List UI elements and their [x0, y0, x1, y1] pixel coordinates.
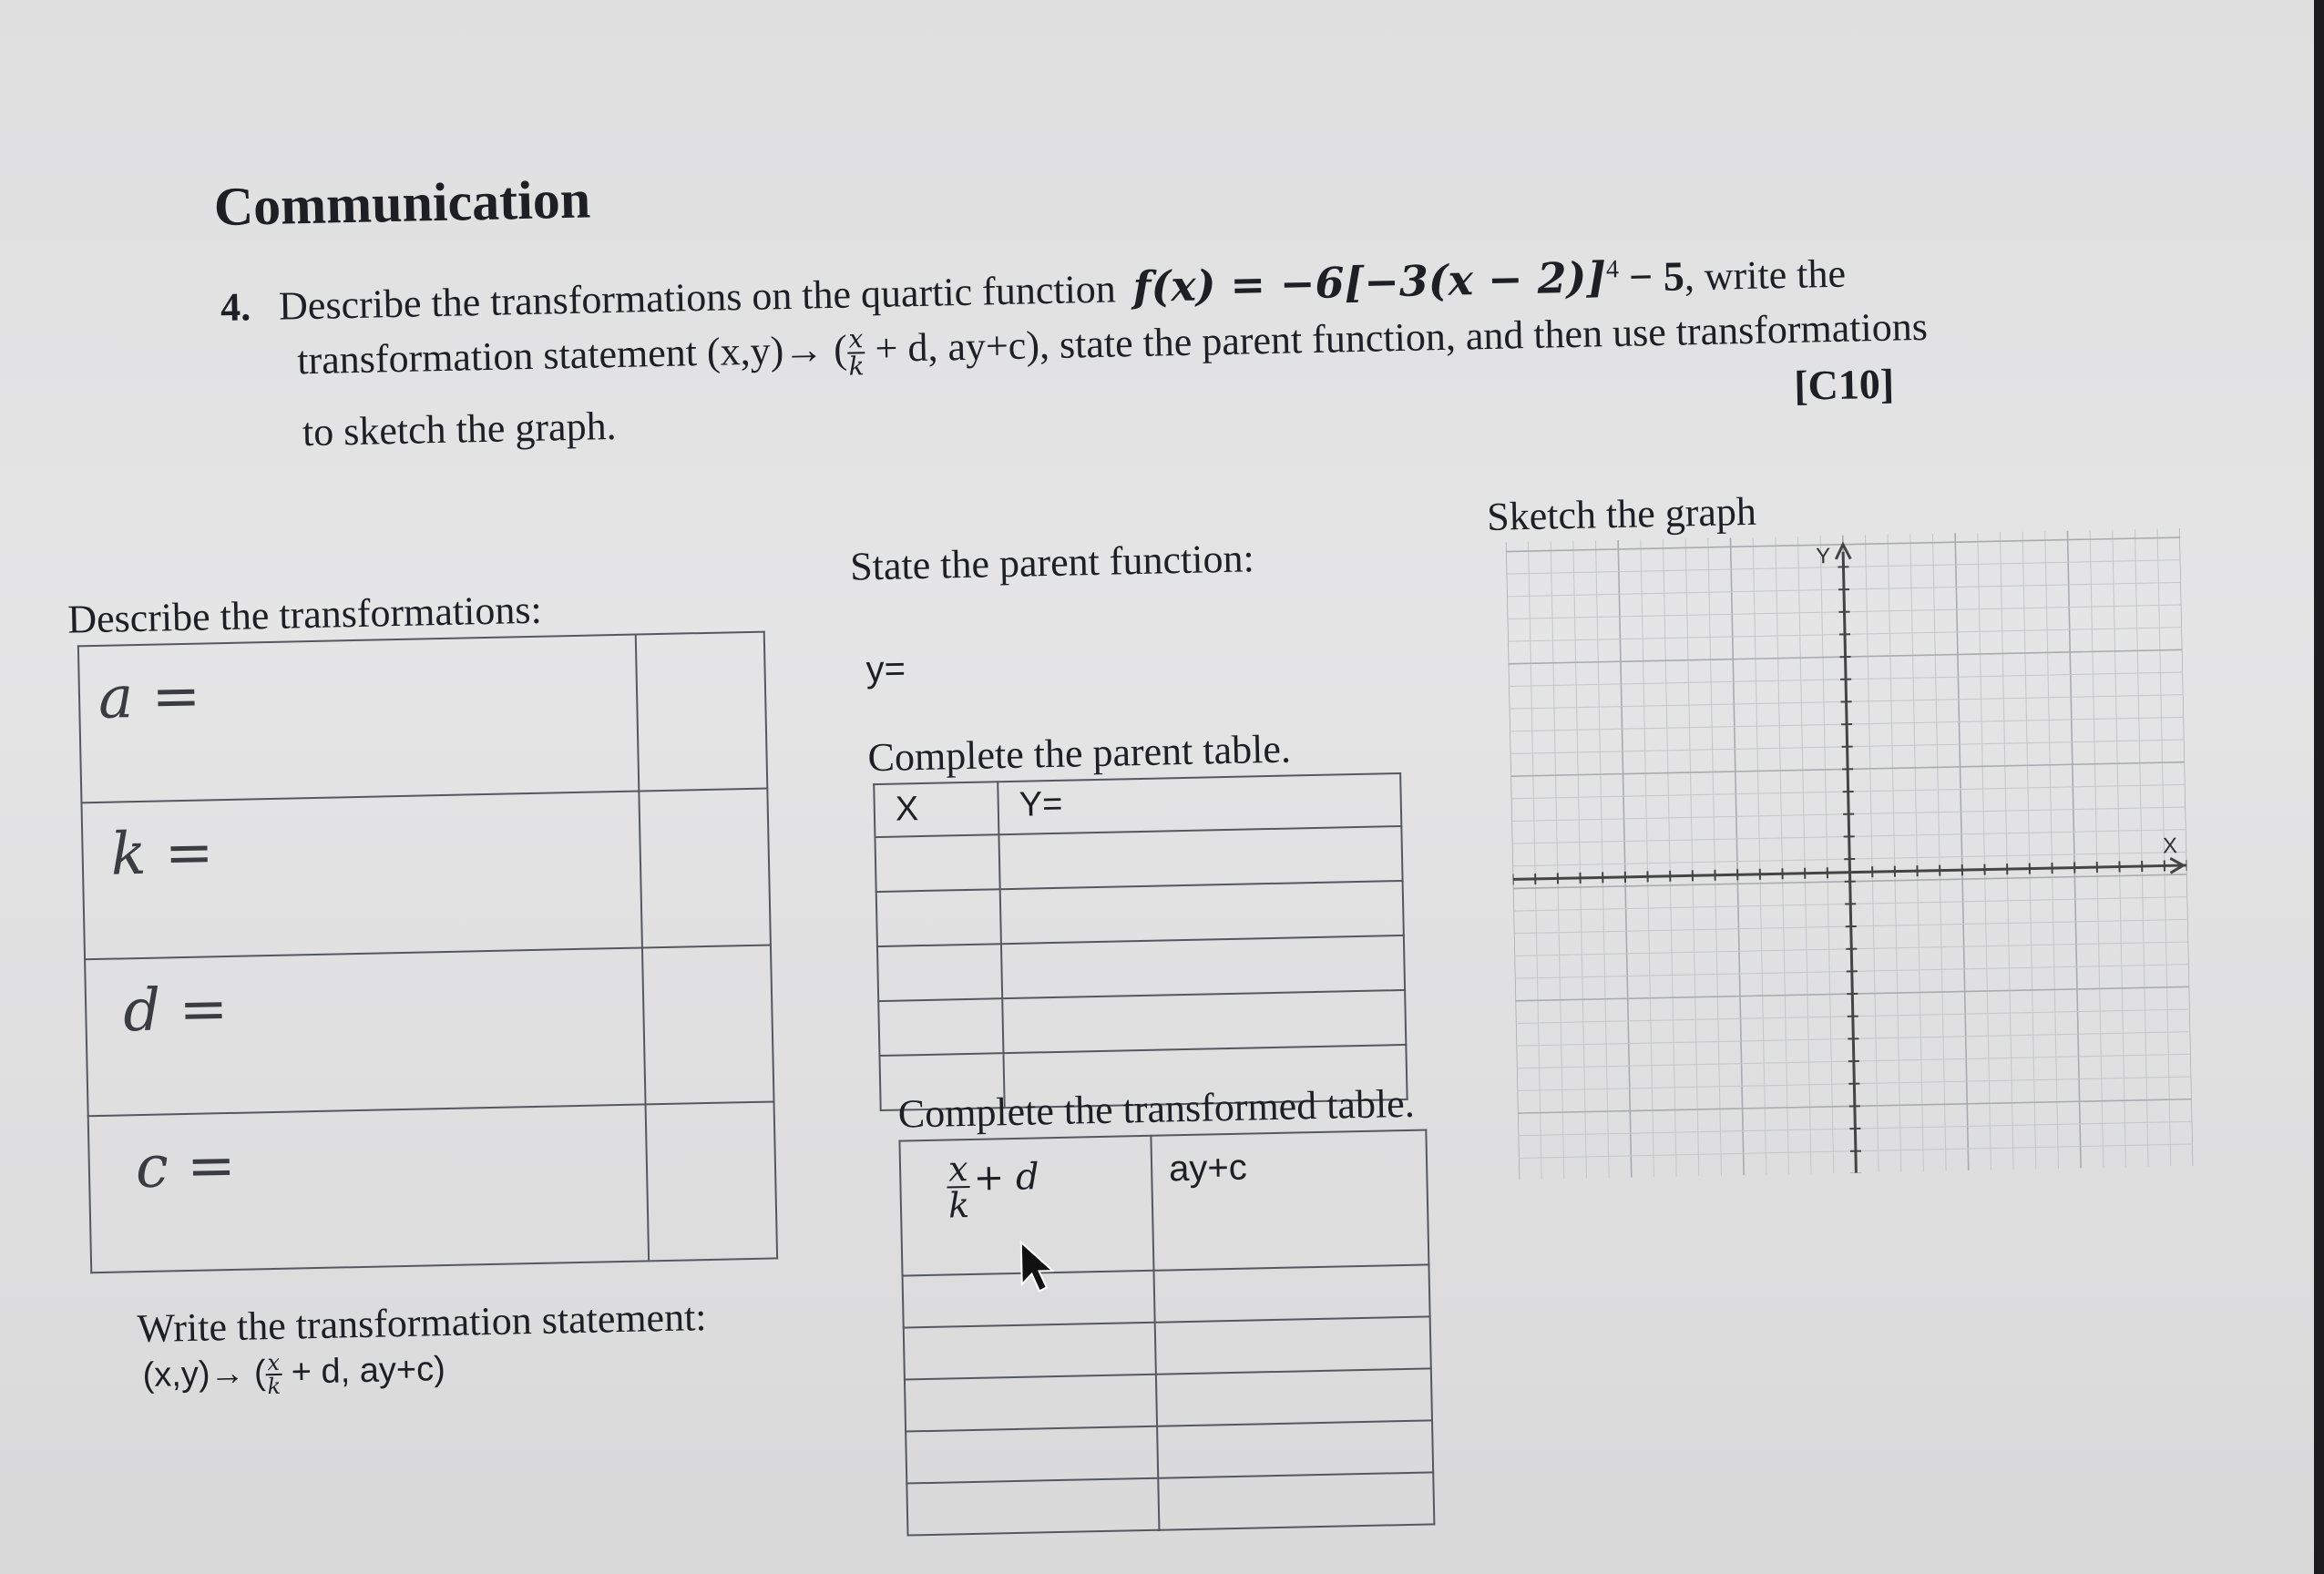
parent-cell-x[interactable]: [876, 889, 1001, 946]
parent-cell-y[interactable]: [1001, 935, 1405, 998]
grid-line: [1685, 538, 1699, 1176]
transformed-cell-y[interactable]: [1156, 1368, 1432, 1426]
parent-col-y: Y=: [998, 773, 1401, 834]
grid-line: [2090, 530, 2104, 1168]
statement-fraction: $\frac{x}{k}$: [267, 1349, 282, 1400]
grid-line: [1910, 534, 1924, 1171]
describe-title: Describe the transformations:: [67, 587, 543, 642]
function-tail: − 5: [1628, 252, 1685, 301]
grid-line: [1551, 541, 1564, 1179]
var-a-label: a =: [97, 662, 201, 732]
var-d-label: d =: [122, 976, 229, 1046]
x-axis-label: X: [2162, 833, 2178, 859]
describe-row-c: [88, 1101, 777, 1272]
grid-line: [1978, 533, 1991, 1170]
describe-row-d: [85, 945, 773, 1117]
transformed-table-header: [899, 1129, 1428, 1275]
grid-line: [1776, 537, 1789, 1174]
describe-cell-k-extra[interactable]: [639, 789, 771, 948]
parent-col-x: X: [874, 782, 998, 837]
describe-cell-a-extra[interactable]: [636, 632, 768, 792]
statement-suffix: + d, ay+c): [291, 1350, 446, 1392]
transformed-cell-x[interactable]: [904, 1323, 1156, 1380]
parent-cell-x[interactable]: [878, 998, 1003, 1056]
transformed-cell-y[interactable]: [1157, 1420, 1433, 1477]
grid-line: [2135, 529, 2148, 1167]
grid-line: [1797, 537, 1811, 1174]
parent-table-title: Complete the parent table.: [867, 726, 1292, 781]
question-line-1-text: Describe the transformations on the quartic function: [278, 266, 1117, 329]
statement-prefix: (x,y)→ (: [142, 1354, 267, 1395]
question-line-3: to sketch the graph.: [302, 403, 618, 455]
parent-cell-y[interactable]: [1002, 990, 1406, 1053]
describe-cell-k[interactable]: [81, 792, 641, 960]
var-k-label: k =: [109, 819, 215, 889]
parent-cell-y[interactable]: [1000, 881, 1404, 944]
describe-row-k: [81, 789, 770, 960]
grid-line: [2022, 532, 2036, 1170]
question-fraction: $\frac{x}{k}$: [848, 323, 865, 382]
question-line-1-suffix: , write the: [1684, 250, 1847, 300]
parent-cell-y[interactable]: [998, 826, 1402, 889]
grid-line: [1888, 535, 1901, 1172]
describe-cell-a[interactable]: [78, 635, 639, 803]
transformed-cell-y[interactable]: [1155, 1316, 1431, 1374]
describe-table: [77, 631, 778, 1274]
parent-cell-x[interactable]: [877, 944, 1002, 1001]
grid-line: [1618, 540, 1632, 1178]
describe-cell-c-extra[interactable]: [646, 1101, 778, 1261]
axis-ticks: [1507, 560, 2194, 1180]
grid-line: [2180, 528, 2194, 1166]
graph-grid[interactable]: [1506, 528, 2193, 1180]
transformed-cell-x[interactable]: [905, 1375, 1157, 1432]
mouse-cursor-icon: [1019, 1240, 1060, 1295]
grid-line: [2045, 531, 2059, 1169]
describe-cell-c[interactable]: [88, 1104, 649, 1272]
statement-formula: [142, 1348, 445, 1400]
transformed-col-1-fraction: $\frac{x}{k}$: [947, 1149, 970, 1226]
grid-line: [2113, 530, 2126, 1168]
question-number: 4.: [220, 284, 251, 330]
describe-row-a: [78, 632, 767, 803]
section-heading: Communication: [213, 169, 591, 238]
transformed-col-1-suffix: + d: [973, 1156, 1040, 1200]
transformed-cell-y[interactable]: [1153, 1264, 1429, 1322]
grid-line: [1865, 535, 1879, 1172]
var-c-label: c =: [135, 1131, 237, 1202]
grid-line: [1663, 539, 1676, 1177]
function-expression: f(x) = −6[−3(x − 2)]: [1132, 252, 1607, 312]
grid-line: [2000, 532, 2013, 1170]
transformed-cell-x[interactable]: [906, 1426, 1158, 1484]
grid-line: [1528, 542, 1541, 1180]
grid-line: [1753, 537, 1766, 1175]
question-line-2-prefix: transformation statement (x,y)→ (: [296, 326, 848, 383]
parent-title: State the parent function:: [849, 536, 1255, 589]
transformed-table-title: Complete the transformed table.: [897, 1080, 1416, 1137]
parent-y-label: y=: [865, 649, 906, 690]
grid-line: [2067, 531, 2081, 1169]
transformed-cell-y[interactable]: [1158, 1472, 1434, 1529]
transformed-col-2: ay+c: [1151, 1129, 1428, 1270]
grid-line: [1506, 543, 1520, 1180]
grid-line: [1573, 541, 1587, 1179]
grid-line: [1708, 538, 1722, 1176]
function-exponent: 4: [1605, 255, 1620, 284]
statement-title: Write the transformation statement:: [137, 1294, 707, 1352]
grid-line: [1820, 536, 1834, 1173]
y-axis: [1843, 552, 1856, 1173]
graph-title: Sketch the graph: [1486, 488, 1757, 539]
transformed-table: [898, 1129, 1435, 1536]
describe-cell-d[interactable]: [85, 947, 645, 1116]
y-axis-label: Y: [1815, 544, 1831, 569]
parent-table: [873, 772, 1408, 1111]
question-line-2-mid: + d, ay+c), state the parent function, and then use transformations: [875, 303, 1929, 372]
grid-line: [1730, 537, 1744, 1175]
describe-cell-d-extra[interactable]: [642, 945, 774, 1105]
transformed-table-row: [906, 1472, 1434, 1535]
grid-line: [1641, 539, 1654, 1177]
grid-line: [1955, 533, 1969, 1170]
transformed-cell-x[interactable]: [906, 1478, 1159, 1536]
grid-line: [1595, 540, 1609, 1178]
parent-cell-x[interactable]: [875, 834, 999, 892]
marks-label: [C10]: [1793, 360, 1895, 409]
grid-line: [1932, 534, 1946, 1171]
